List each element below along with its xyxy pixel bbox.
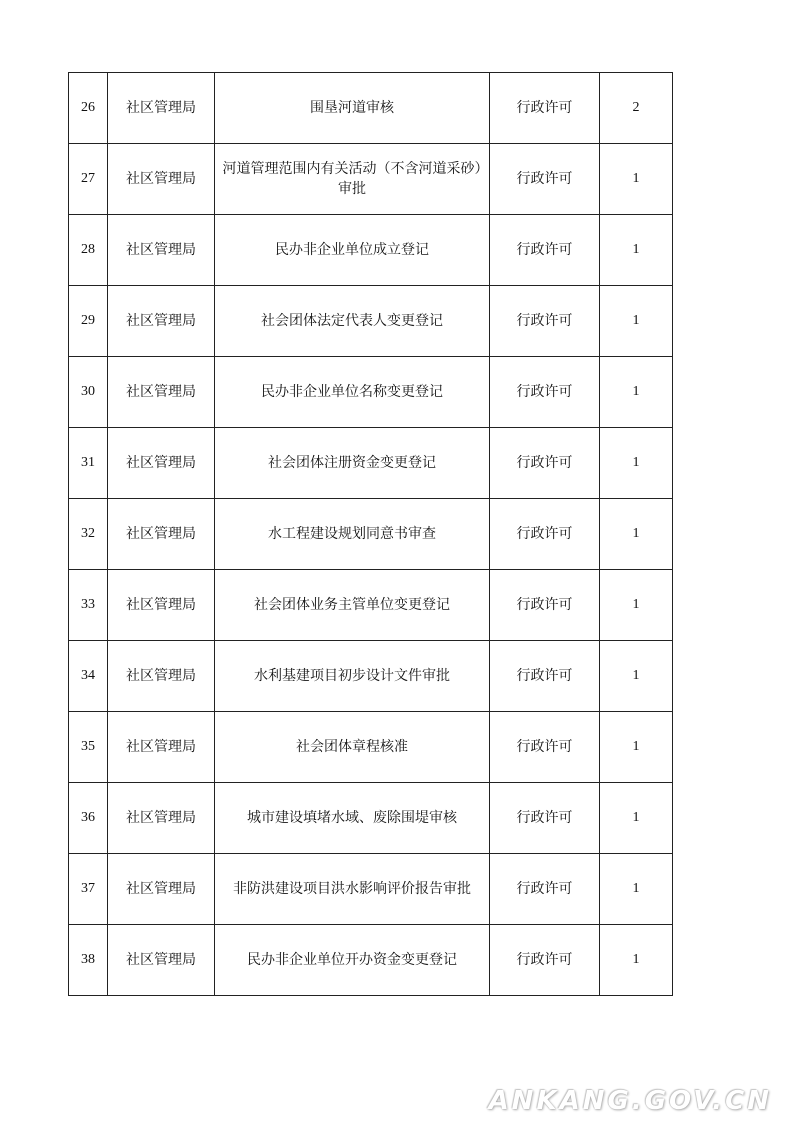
item-type-cell: 行政许可 [490, 570, 600, 641]
item-type-cell: 行政许可 [490, 357, 600, 428]
item-name-cell: 民办非企业单位成立登记 [215, 215, 490, 286]
department-cell: 社区管理局 [108, 783, 215, 854]
table-row [69, 499, 673, 570]
item-type-cell: 行政许可 [490, 499, 600, 570]
row-number-cell: 33 [69, 570, 108, 641]
item-name-cell: 水利基建项目初步设计文件审批 [215, 641, 490, 712]
items-table [68, 72, 673, 996]
department-cell: 社区管理局 [108, 925, 215, 996]
row-number-cell: 35 [69, 712, 108, 783]
item-type-cell: 行政许可 [490, 641, 600, 712]
table-row [69, 428, 673, 499]
item-type-cell: 行政许可 [490, 854, 600, 925]
row-number-cell: 37 [69, 854, 108, 925]
item-count-cell: 1 [600, 357, 673, 428]
item-name-cell: 社会团体业务主管单位变更登记 [215, 570, 490, 641]
department-cell: 社区管理局 [108, 854, 215, 925]
item-type-cell: 行政许可 [490, 712, 600, 783]
item-type-cell: 行政许可 [490, 783, 600, 854]
row-number-cell: 31 [69, 428, 108, 499]
item-count-cell: 1 [600, 286, 673, 357]
item-name-cell: 水工程建设规划同意书审查 [215, 499, 490, 570]
item-name-cell: 民办非企业单位开办资金变更登记 [215, 925, 490, 996]
item-count-cell: 1 [600, 925, 673, 996]
table-row [69, 854, 673, 925]
site-watermark: ANKANG.GOV.CN [488, 1086, 772, 1116]
row-number-cell: 28 [69, 215, 108, 286]
table-row [69, 73, 673, 144]
item-count-cell: 1 [600, 499, 673, 570]
item-name-cell: 围垦河道审核 [215, 73, 490, 144]
department-cell: 社区管理局 [108, 144, 215, 215]
items-table-body [69, 73, 673, 996]
row-number-cell: 32 [69, 499, 108, 570]
item-name-cell: 河道管理范围内有关活动（不含河道采砂）审批 [215, 144, 490, 215]
item-count-cell: 1 [600, 783, 673, 854]
row-number-cell: 38 [69, 925, 108, 996]
item-type-cell: 行政许可 [490, 286, 600, 357]
row-number-cell: 27 [69, 144, 108, 215]
table-row [69, 925, 673, 996]
row-number-cell: 26 [69, 73, 108, 144]
department-cell: 社区管理局 [108, 499, 215, 570]
table-row [69, 570, 673, 641]
department-cell: 社区管理局 [108, 286, 215, 357]
item-count-cell: 1 [600, 428, 673, 499]
item-type-cell: 行政许可 [490, 73, 600, 144]
department-cell: 社区管理局 [108, 641, 215, 712]
item-count-cell: 2 [600, 73, 673, 144]
item-count-cell: 1 [600, 570, 673, 641]
department-cell: 社区管理局 [108, 215, 215, 286]
table-row [69, 712, 673, 783]
department-cell: 社区管理局 [108, 357, 215, 428]
department-cell: 社区管理局 [108, 570, 215, 641]
table-row [69, 215, 673, 286]
item-type-cell: 行政许可 [490, 144, 600, 215]
department-cell: 社区管理局 [108, 428, 215, 499]
item-count-cell: 1 [600, 712, 673, 783]
row-number-cell: 30 [69, 357, 108, 428]
item-type-cell: 行政许可 [490, 215, 600, 286]
row-number-cell: 29 [69, 286, 108, 357]
row-number-cell: 36 [69, 783, 108, 854]
items-table-container [68, 72, 673, 996]
table-row [69, 783, 673, 854]
item-name-cell: 社会团体章程核准 [215, 712, 490, 783]
item-type-cell: 行政许可 [490, 925, 600, 996]
row-number-cell: 34 [69, 641, 108, 712]
item-name-cell: 非防洪建设项目洪水影响评价报告审批 [215, 854, 490, 925]
table-row [69, 286, 673, 357]
item-count-cell: 1 [600, 854, 673, 925]
table-row [69, 641, 673, 712]
item-name-cell: 民办非企业单位名称变更登记 [215, 357, 490, 428]
item-name-cell: 社会团体注册资金变更登记 [215, 428, 490, 499]
item-count-cell: 1 [600, 144, 673, 215]
item-count-cell: 1 [600, 641, 673, 712]
department-cell: 社区管理局 [108, 73, 215, 144]
item-type-cell: 行政许可 [490, 428, 600, 499]
table-row [69, 357, 673, 428]
item-name-cell: 社会团体法定代表人变更登记 [215, 286, 490, 357]
item-count-cell: 1 [600, 215, 673, 286]
item-name-cell: 城市建设填堵水域、废除围堤审核 [215, 783, 490, 854]
table-row [69, 144, 673, 215]
department-cell: 社区管理局 [108, 712, 215, 783]
